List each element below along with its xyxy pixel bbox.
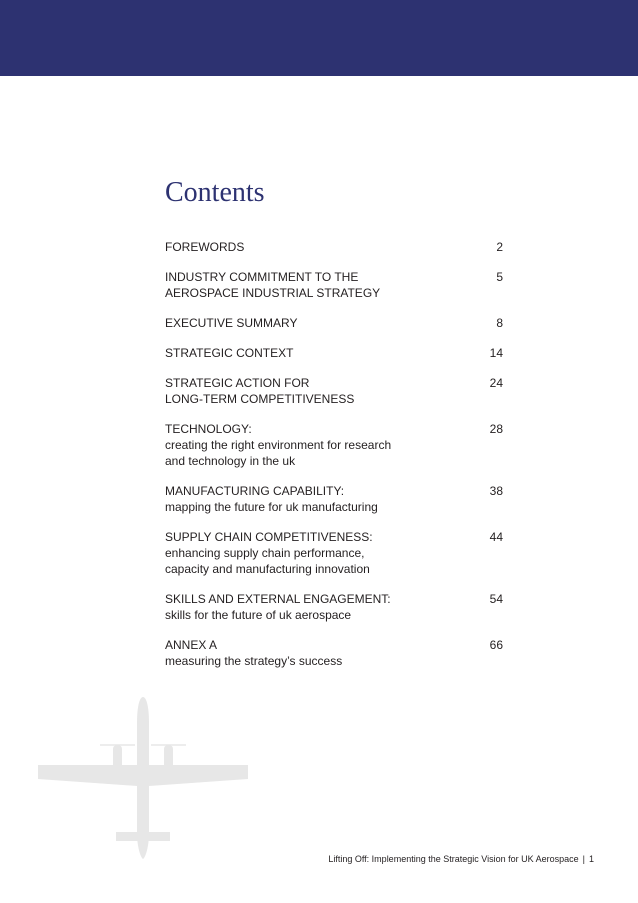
toc-entry-subtitle-continued: capacity and manufacturing innovation — [165, 562, 370, 576]
toc-entry-page: 5 — [496, 270, 503, 284]
toc-entry-supply-chain[interactable] — [165, 529, 503, 577]
toc-entry-strategic-context[interactable] — [165, 345, 503, 361]
toc-entry-manufacturing-capability[interactable] — [165, 483, 503, 515]
toc-entry-page: 8 — [496, 316, 503, 330]
toc-entry-subtitle: mapping the future for uk manufacturing — [165, 500, 378, 514]
toc-entry-page: 14 — [489, 346, 503, 360]
page-number: 1 — [588, 854, 594, 864]
toc-entry-page: 28 — [489, 422, 503, 436]
page-footer — [328, 853, 594, 865]
toc-entry-title: STRATEGIC CONTEXT — [165, 346, 294, 360]
toc-entry-title: SKILLS AND EXTERNAL ENGAGEMENT: — [165, 592, 391, 606]
aircraft-silhouette-icon — [38, 693, 248, 863]
toc-entry-subtitle: skills for the future of uk aerospace — [165, 608, 352, 622]
toc-entry-page: 24 — [489, 376, 503, 390]
header-band — [0, 0, 638, 76]
toc-entry-subtitle: enhancing supply chain performance, — [165, 546, 365, 560]
document-title: Lifting Off: Implementing the Strategic Vision for UK Aerospace — [328, 854, 579, 864]
toc-entry-forewords[interactable] — [165, 239, 503, 255]
toc-entry-strategic-action[interactable] — [165, 375, 503, 407]
toc-entry-title: FOREWORDS — [165, 240, 245, 254]
toc-entry-page: 44 — [489, 530, 503, 544]
toc-entry-skills[interactable] — [165, 591, 503, 623]
toc-entry-subtitle-continued: and technology in the uk — [165, 454, 296, 468]
toc-entry-title: MANUFACTURING CAPABILITY: — [165, 484, 345, 498]
toc-entry-title: ANNEX A — [165, 638, 218, 652]
toc-entry-industry-commitment[interactable] — [165, 269, 503, 301]
toc-entry-executive-summary[interactable] — [165, 315, 503, 331]
toc-entry-page: 2 — [496, 240, 503, 254]
toc-entry-title: TECHNOLOGY: — [165, 422, 252, 436]
toc-entry-page: 38 — [489, 484, 503, 498]
toc-entry-page: 54 — [489, 592, 503, 606]
toc-entry-title: EXECUTIVE SUMMARY — [165, 316, 298, 330]
footer-separator: | — [582, 854, 585, 864]
toc-entry-page: 66 — [489, 638, 503, 652]
table-of-contents — [165, 239, 503, 683]
toc-entry-title-continued: LONG-TERM COMPETITIVENESS — [165, 392, 355, 406]
toc-entry-subtitle: measuring the strategy’s success — [165, 654, 343, 668]
page-title: Contents — [165, 177, 265, 208]
toc-entry-subtitle: creating the right environment for research — [165, 438, 392, 452]
toc-entry-title: INDUSTRY COMMITMENT TO THE — [165, 270, 359, 284]
toc-entry-title: SUPPLY CHAIN COMPETITIVENESS: — [165, 530, 373, 544]
aircraft-body — [38, 697, 248, 859]
toc-entry-technology[interactable] — [165, 421, 503, 469]
toc-entry-annex-a[interactable] — [165, 637, 503, 669]
toc-entry-title-continued: AEROSPACE INDUSTRIAL STRATEGY — [165, 286, 381, 300]
toc-entry-title: STRATEGIC ACTION FOR — [165, 376, 310, 390]
